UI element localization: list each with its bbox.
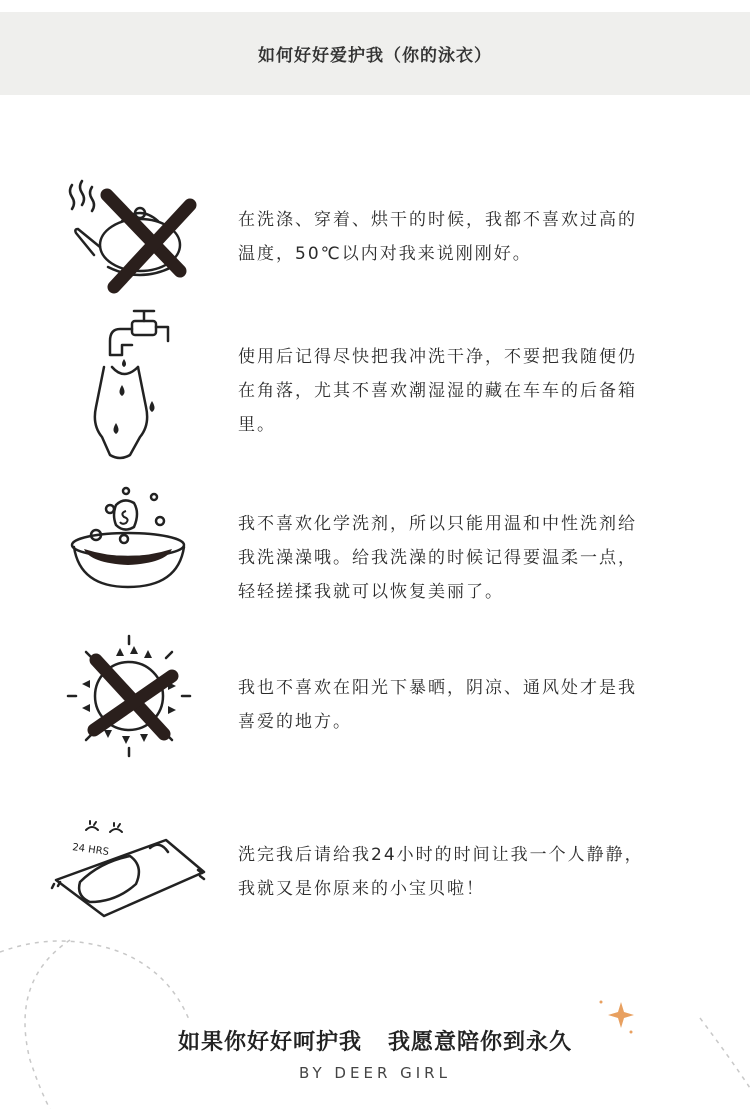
no-sun-icon [64, 630, 194, 760]
care-text-temperature [238, 203, 688, 271]
text-line: 在洗涤、穿着、烘干的时候，我都不喜欢过高的 [238, 210, 637, 230]
soap-basin-icon [70, 485, 192, 595]
text-line: 喜爱的地方。 [238, 712, 352, 732]
care-text-sunlight [238, 671, 688, 739]
footer-byline: BY DEER GIRL [299, 1064, 451, 1082]
no-hot-kettle-icon [62, 175, 212, 305]
slogan-part-2: 我愿意陪你到永久 [388, 1030, 573, 1055]
decorative-curves [0, 930, 750, 1109]
text-line: 在角落，尤其不喜欢潮湿湿的藏在车车的后备箱 [238, 381, 637, 401]
towel-24hrs-icon [50, 820, 210, 925]
text-line: 温度，50℃以内对我来说刚刚好。 [238, 244, 532, 264]
text-line: 我也不喜欢在阳光下暴晒，阴凉、通风处才是我 [238, 678, 637, 698]
faucet-rinse-swimsuit-icon [72, 305, 182, 470]
care-text-rest [238, 838, 688, 906]
towel-label: 24 HRS [71, 842, 110, 859]
care-text-detergent [238, 507, 688, 609]
text-line: 里。 [238, 415, 276, 435]
page-title: 如何好好爱护我（你的泳衣） [258, 46, 492, 66]
care-text-rinse [238, 340, 688, 442]
footer-slogan [0, 1025, 750, 1056]
text-line: 我洗澡澡哦。给我洗澡的时候记得要温柔一点， [238, 548, 637, 568]
slogan-part-1: 如果你好好呵护我 [177, 1030, 362, 1055]
text-line: 我就又是你原来的小宝贝啦！ [238, 879, 485, 899]
text-line: 轻轻搓揉我就可以恢复美丽了。 [238, 582, 504, 602]
text-line: 使用后记得尽快把我冲洗干净，不要把我随便仍 [238, 347, 637, 367]
text-line: 我不喜欢化学洗剂，所以只能用温和中性洗剂给 [238, 514, 637, 534]
text-line: 洗完我后请给我24小时的时间让我一个人静静， [238, 845, 644, 865]
page-header [0, 12, 750, 95]
